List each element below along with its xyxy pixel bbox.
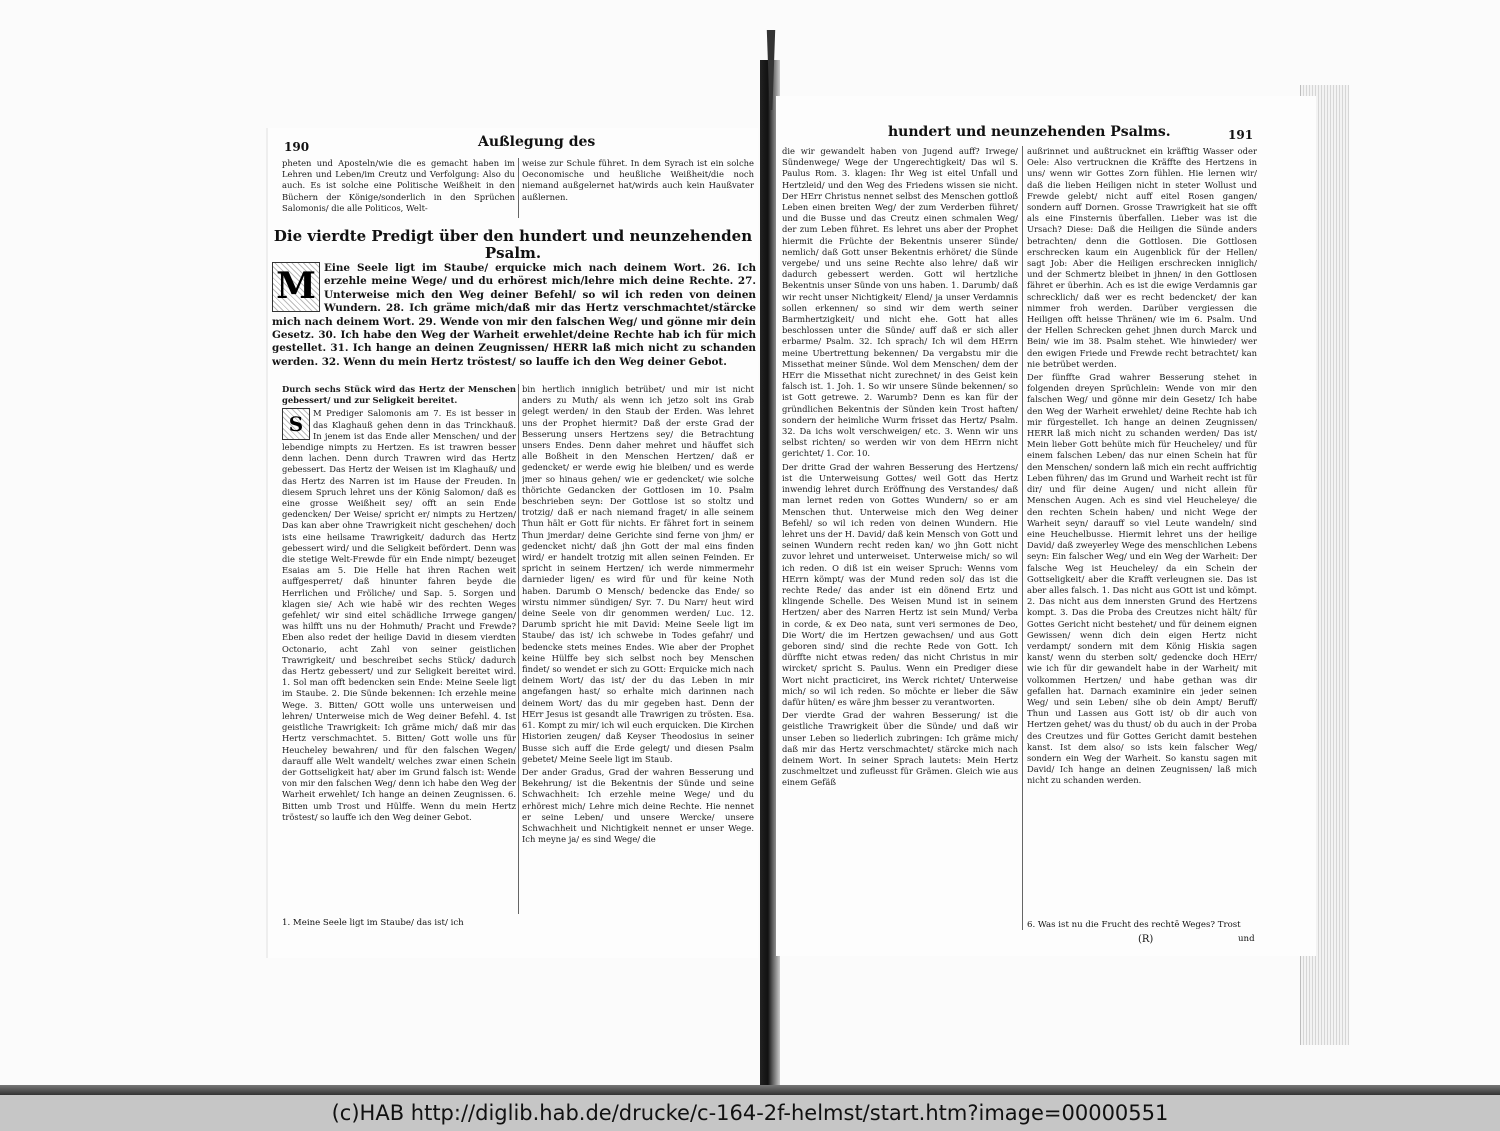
right-col2-text: außrinnet und außtrucknet ein kräfftig Wasser oder Oele: Also vertrucknen die Kräffte des Hertzens in uns/ wenn wir Gottes Zorn fühlen. Hie lernen wir/ daß die lieben Heiligen nicht in steter Wollust und Frewde gelebt/ nicht auff eitel Rosen gangen/ sondern auff Dornen. Grosse Trawrigkeit hat sie offt als eine Finsternis überfallen. Lieber was ist die Ursach? Diese: Daß die Heiligen die Sünde anders betrachten/ denn die Gottlosen. Die Gottlosen erschrecken kaum ein Augenblick für der Hellen/ sagt Job: Aber die Heiligen erschrecken inniglich/ und der Schmertz bleibet in jhnen/ in den Gottlosen fähret er überhin. Ach es ist die ewige Verdamnis gar schrecklich/ daß wer es recht bedencket/ der kan nimmer froh werden. Darüber vergiessen die Heiligen offt heisse Thränen/ wie im 6. Psalm. Und der Hellen Schrecken gehet jhnen durch Marck und Bein/ wie im 38. Psalm stehet. Wie hinwieder/ wer den ewigen Friede und Frewde recht betrachtet/ kan nie betrübet werden. [1027,146,1257,369]
column-rule [1022,146,1023,930]
left-col2 [522,384,754,916]
right-col1-text3: Der vierdte Grad der wahren Besserung/ ist die geistliche Trawrigkeit über die Sünde/ und daß wir unser Leben so liederlich zubringen: Ich gräme mich/ daß mir das Hertz verschmachtet/ stärcke mich nach deinem Wort. In seiner Sprach lautets: Mein Hertz zuschmeltzet und zufleusst für Grämen. Gleich wie aus einem Gefäß [782,710,1018,788]
decorated-initial-small: S [282,408,310,440]
copyright-footer [0,1095,1500,1131]
right-page-number: 191 [1228,128,1254,142]
catchword: und [1238,934,1255,944]
psalm-intro [272,262,756,384]
right-running-head: hundert und neunzehenden Psalms. [888,124,1171,140]
right-col2-text2: Der fünffte Grad wahrer Besserung stehet in folgenden dreyen Sprüchlein: Wende von mir den falschen Weg/ und gönne mir dein Gesetz/ Ich habe den Weg der Warheit erwehlet/ deine Rechte hab ich mir fürgestellet. Ich hange an deinen Zeugnissen/ HERR laß mich nicht zu schanden werden/ Das ist/ Mein lieber Gott behüte mich für Heucheley/ und für einem falschen Leben/ das nur einen Schein hat für den Menschen/ sondern laß mich ein recht auffrichtig Leben führen/ das im Grund und Warheit recht ist für dir/ und für deine Augen/ und nicht allein für Menschen Augen. Ach es sind viel Heucheleye/ die den rechten Schein haben/ und nicht Wege der Warheit seyn/ darauff so viel Leute wandeln/ sind eine Heuchelbusse. Hiermit lehret uns der heilige David/ daß zweyerley Wege des menschlichen Lebens seyn: Ein falscher Weg/ und ein Weg der Warheit: Der falsche Weg ist Heucheley/ da ein Schein der Gottseligkeit/ aber die Krafft verleugnen sie. Das ist aber alles falsch. 1. Das nicht aus GOtt ist und kömpt. 2. Das nicht aus dem innersten Grund des Hertzens kompt. 3. Das die Proba des Creutzes nicht hält/ für Gottes Gericht nicht bestehet/ und für deinem eignen Gewissen/ wenn dich dein eigen Hertz nicht verdampt/ sondern mit dem König Hiskia sagen kanst/ wenn du sterben solt/ gedencke doch HErr/ wie ich für dir gewandelt habe in der Warheit/ mit volkommen Hertzen/ und habe gethan was dir gefallen hat. Darnach examinire ein jeder seinen Weg/ und sein Leben/ sihe ob dein Ampt/ Beruff/ Thun und Lassen aus Gott ist/ ob dir auch von Hertzen gehet/ was du thust/ ob du auch in der Proba des Creutzes und für Gottes Gericht damit bestehen kanst. Ist dem also/ so ists kein falscher Weg/ sondern ein Weg der Warheit. So kanstu sagen mit David/ Ich hange an deinen Zeugnissen/ laß mich nicht zu schanden werden. [1027,372,1257,786]
signature-mark: (R) [1138,934,1154,945]
left-top-col2 [522,158,754,222]
right-col1-text: die wir gewandelt haben von Jugend auff? Irwege/ Sündenwege/ Wege der Ungerechtigkeit/ Das wil S. Paulus Rom. 3. klagen: Ihr Weg ist eitel Unfall und Hertzleid/ und den Weg des Friedens wissen sie nicht. Der HErr Christus nennet selbst des Menschen gottloß Leben einen breiten Weg/ der zum Verderben führet/ und die Busse und das Creutz einen schmalen Weg/ der zum Leben führet. Es lehret uns aber der Prophet hiermit die Früchte der Bekentnis unserer Sünde/ nemlich/ daß Gott unser Bekentnis erhöret/ die Sünde vergebe/ und uns seine Rechte also lehre/ daß wir dadurch gebessert werden. Gott wil hertzliche Bekentnis unser Sünde von uns haben. 1. Darumb/ daß wir recht unser Nichtigkeit/ Elend/ ja unser Verdamnis sollen erkennen/ so sind wir dem werth seiner Barmhertzigkeit/ und nicht ehe. Gott hat alles beschlossen unter die Sünde/ auff daß er sich aller erbarme/ Psalm. 32. Ich sprach/ Ich wil dem HErrn meine Ubertrettung bekennen/ Da vergabstu mir die Missethat meiner Sünde. Wol dem Menschen/ dem der HErr die Missethat nicht zurechnet/ in des Geist kein falsch ist. 1. Joh. 1. So wir unsere Sünde bekennen/ so ist Gott getrewe. 2. Warumb? Denn es kan für der gründlichen Bekentnis der Sünden kein Trost haften/ sondern der heimliche Wurm frisset das Hertz/ Psalm. 32. Da ichs wolt verschweigen/ etc. 3. Wenn wir uns selbst richten/ so werden wir von dem HErrn nicht gerichtet/ 1. Cor. 10. [782,146,1018,459]
left-col1-lead: Durch sechs Stück wird das Hertz der Menschen gebessert/ und zur Seligkeit bereitet. [282,384,516,406]
left-col1 [282,384,516,916]
copyright-text: (c)HAB http://diglib.hab.de/drucke/c-164-2f-helmst/start.htm?image=00000551 [331,1101,1169,1125]
left-col2-text: bin hertlich inniglich betrübet/ und mir ist nicht anders zu Muth/ als wenn ich jetzo solt ins Grab gelegt werden/ in den Staub der Erden. Was lehret uns der Prophet hiermit? Daß der erste Grad der Besserung unsers Hertzens sey/ die Betrachtung unsers Endes. Denn daher mehret und häuffet sich alle Boßheit in den Menschen Hertzen/ daß er gedencket/ er werde ewig hie bleiben/ und es werde jmer so hinaus gehen/ wie er gedencket/ wie solche thörichte Gedancken der Gottlosen im 10. Psalm beschrieben seyn: Der Gottlose ist so stoltz und trotzig/ daß er nach niemand fraget/ in alle seinem Thun hält er Gott für nichts. Er fähret fort in seinem Thun jmerdar/ deine Gerichte sind ferne von jhm/ er gedencket nicht/ daß jhn Gott der mal eins finden wird/ er handelt trotzig mit allen seinen Feinden. Er spricht in seinem Hertzen/ ich werde nimmermehr darnieder ligen/ es wird für und für keine Noth haben. Darumb O Mensch/ bedencke das Ende/ so wirstu nimmer sündigen/ Syr. 7. Du Narr/ heut wird deine Seele von dir genommen werden/ Luc. 12. Darumb spricht hie mit David: Meine Seele ligt im Staube/ das ist/ ich schwebe in Todes gefahr/ und bedencke stets meines Endes. Wie aber der Prophet keine Hülffe bey sich selbst noch bey Menschen findet/ so wendet er sich zu GOtt: Erquicke mich nach deinem Wort/ das ist/ der du das Leben in mir angefangen hast/ so erhalte mich darinnen nach deinem Wort/ das du mir gegeben hast. Denn der HErr Jesus ist gesandt alle Trawrigen zu trösten. Esa. 61. Kompt zu mir/ ich wil euch erquicken. Die Kirchen Historien zeugen/ daß Keyser Theodosius in seiner Busse sich auff die Erde gelegt/ und diesen Psalm gebetet/ Meine Seele ligt im Staub. [522,384,754,764]
column-rule [518,158,519,218]
left-top-col1-text: pheten und Aposteln/wie die es gemacht haben im Lehren und Leben/im Creutz und Verfolgung: Also du auch. Es ist solche eine Politische Weißheit in den Büchern der Könige/sonderlich in den Sprüchen Salomonis/ die alle Politicos, Welt- [282,158,515,213]
psalm-intro-text: Eine Seele ligt im Staube/ erquicke mich nach deinem Wort. 26. Ich erzehle meine Wege/ und du erhörest mich/lehre mich deine Rechte. 27. Unterweise mich den Weg deiner Befehl/ so wil ich reden von deinen Wundern. 28. Ich gräme mich/daß mir das Hertz verschmachtet/stärcke mich nach deinem Wort. 29. Wende von mir den falschen Weg/ und gönne mir dein Gesetz. 30. Ich habe den Weg der Warheit erwehlet/deine Rechte hab ich für mich gestellet. 31. Ich hange an deinen Zeugnissen/ HERR laß mich nicht zu schanden werden. 32. Wenn du mein Hertz tröstest/ so lauffe ich den Weg deiner Gebot. [272,262,756,368]
left-running-head: Außlegung des [478,134,596,150]
decorated-initial: M [272,262,320,312]
left-col1-text: M Prediger Salomonis am 7. Es ist besser in das Klaghauß gehen denn in das Trinckhauß. In jenem ist das Ende aller Menschen/ und der lebendige nimpts zu Hertzen. Es ist trawren besser denn lachen. Denn durch Trawren wird das Hertz gebessert. Das Hertz der Weisen ist im Klaghauß/ und das Hertz des Narren ist im Hause der Freuden. In diesem Spruch lehret uns der König Salomon/ daß es eine grosse Weißheit sey/ offt an sein Ende gedencken/ Der Weise/ spricht er/ nimpts zu Hertzen/ Das kan aber ohne Trawrigkeit nicht geschehen/ doch ists eine heilsame Trawrigkeit/ dadurch das Hertz gebessert wird/ und die Seligkeit befördert. Denn was die stetige Welt-Frewde für ein Ende nimpt/ bezeuget Esaias am 5. Die Helle hat ihren Rachen weit auffgesperret/ daß hinunter fahren beyde die Herrlichen und Fröliche/ und Sap. 5. Sorgen und klagen sie/ Ach wie habē wir des rechten Weges gefehlet/ wir sind eitel schädliche Irrwege gangen/ was hilfft uns nu der Hohmuth/ Pracht und Frewde? Eben also redet der heilige David in diesem vierdten Octonario, acht Zahl von seiner geistlichen Trawrigkeit/ und beschreibet sechs Stück/ dadurch das Hertz gebessert/ und zur Seligkeit bereitet wird. 1. Sol man offt bedencken sein Ende: Meine Seele ligt im Staube. 2. Die Sünde bekennen: Ich erzehle meine Wege. 3. Bitten/ GOtt wolle uns unterweisen und lehren/ Unterweise mich de Weg deiner Befehl. 4. Ist geistliche Trawrigkeit: Ich gräme mich/ daß mir das Hertz verschmachtet. 5. Bitten/ Gott wolle uns für Heucheley bewahren/ und für den falschen Wegen/ darauff alle Welt wandelt/ welches zwar einen Schein der Gottseligkeit hat/ aber im Grund falsch ist: Wende von mir den falschen Weg/ denn ich habe den Weg der Warheit erwehlet/ Ich hange an deinen Zeugnissen. 6. Bitten umb Trost und Hülffe. Wenn du mein Hertz tröstest/ so lauffe ich den Weg deiner Gebot. [282,408,516,822]
right-col1-text2: Der dritte Grad der wahren Besserung des Hertzens/ ist die Unterweisung Gottes/ weil Gott das Hertz inwendig lehret durch Eröffnung des Verstandes/ daß man lernet reden von Gottes Wundern/ so er am Menschen thut. Unterweise mich den Weg deiner Befehl/ so wil ich reden von deinen Wundern. Hie lehret uns der H. David/ daß kein Mensch von Gott und seinen Wundern recht reden kan/ wo jhn Gott nicht zuvor lehret und unterweiset. Unterweise mich/ so wil ich reden. O diß ist ein weiser Spruch: Wenns vom HErrn kömpt/ was der Mund reden sol/ das ist die rechte Rede/ das ander ist ein dönend Ertz und klingende Schelle. Des Weisen Mund ist in seinem Hertzen/ aber des Narren Hertz ist sein Mund/ Verba in corde, & ex Deo nata, sunt veri sermones de Deo, Die Wort/ die im Hertzen gewachsen/ und aus Gott geboren sind/ sind die rechte Rede von Gott. Ich dürffte nicht etwas reden/ das nicht Christus in mir wircket/ spricht S. Paulus. Wenn ein Prediger diese Wort nicht practiciret, ins Werck richtet/ Unterweise mich/ so wil ich reden. So möchte er lieber die Säw dafür hüten/ es wäre jhm besser zu verantworten. [782,461,1018,707]
right-col2-last-line: 6. Was ist nu die Frucht des rechtē Weges? Trost [1027,920,1241,930]
left-top-col1 [282,158,515,222]
left-col2-text2: Der ander Gradus, Grad der wahren Besserung und Bekehrung/ ist die Bekentnis der Sünde und seine Schwachheit: Ich erzehle meine Wege/ und du erhörest mich/ Lehre mich deine Rechte. Hie nennet er seine Leben/ und unsere Wercke/ unsere Schwachheit und Nichtigkeit nennet er unser Wege. Ich meyne ja/ es sind Wege/ die [522,766,754,845]
column-rule [518,384,519,914]
right-col1 [782,146,1018,930]
left-top-col2-text: weise zur Schule führet. In dem Syrach ist ein solche Oeconomische und heußliche Weißheit/die noch niemand außgelernet hat/wirds auch kein Haußvater außlernen. [522,158,754,202]
left-page-number: 190 [284,140,310,154]
right-col2 [1027,146,1257,918]
sermon-title: Die vierdte Predigt über den hundert und neunzehenden Psalm. [273,227,753,262]
scan-bottom-edge [0,1085,1500,1095]
left-col1-last-line: 1. Meine Seele ligt im Staube/ das ist/ ich [282,918,464,928]
